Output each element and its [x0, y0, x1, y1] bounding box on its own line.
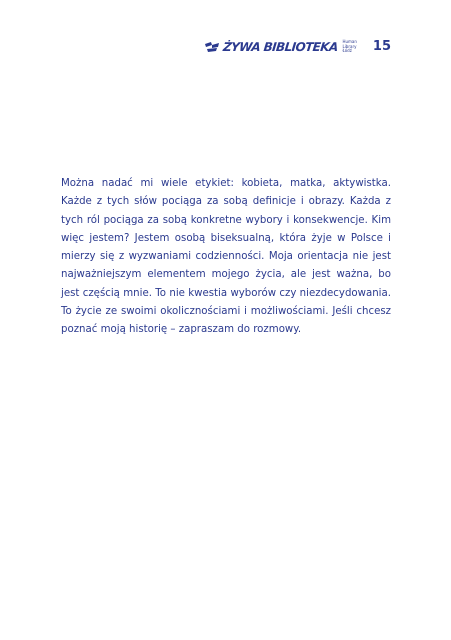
logo-subtitle: [342, 40, 356, 54]
page-number: 15: [372, 39, 391, 55]
logo-subtitle-line: Human: [342, 39, 357, 44]
zywa-biblioteka-logo: [204, 40, 357, 54]
logo-wordmark: ŻYWA BIBLIOTEKA: [222, 39, 339, 54]
page-header: [204, 40, 391, 54]
book-reader-icon: [204, 41, 220, 53]
logo-subtitle-line: Library: [342, 43, 357, 49]
body-paragraph: Można nadać mi wiele etykiet: kobieta, matka, aktywistka. Każde z tych słów pociąga za sobą definicje i obrazy. Każda z tych ról pociąga za sobą konkretne wybory i konsekwencje. Kim więc jestem? Jestem osobą biseksualną, która żyje w Polsce i mierzy się z wyzwaniami codzienności. Moja orientacja nie jest najważniejszym elementem mojego życia, ale jest ważna, bo jest częścią mnie. To nie kwestia wyborów czy niezdecydowania. To życie ze swoimi okolicznościami i możliwościami. Jeśli chcesz poznać moją historię – zapraszam do rozmowy.: [61, 178, 391, 336]
logo-subtitle-line: Łódź: [342, 48, 352, 54]
